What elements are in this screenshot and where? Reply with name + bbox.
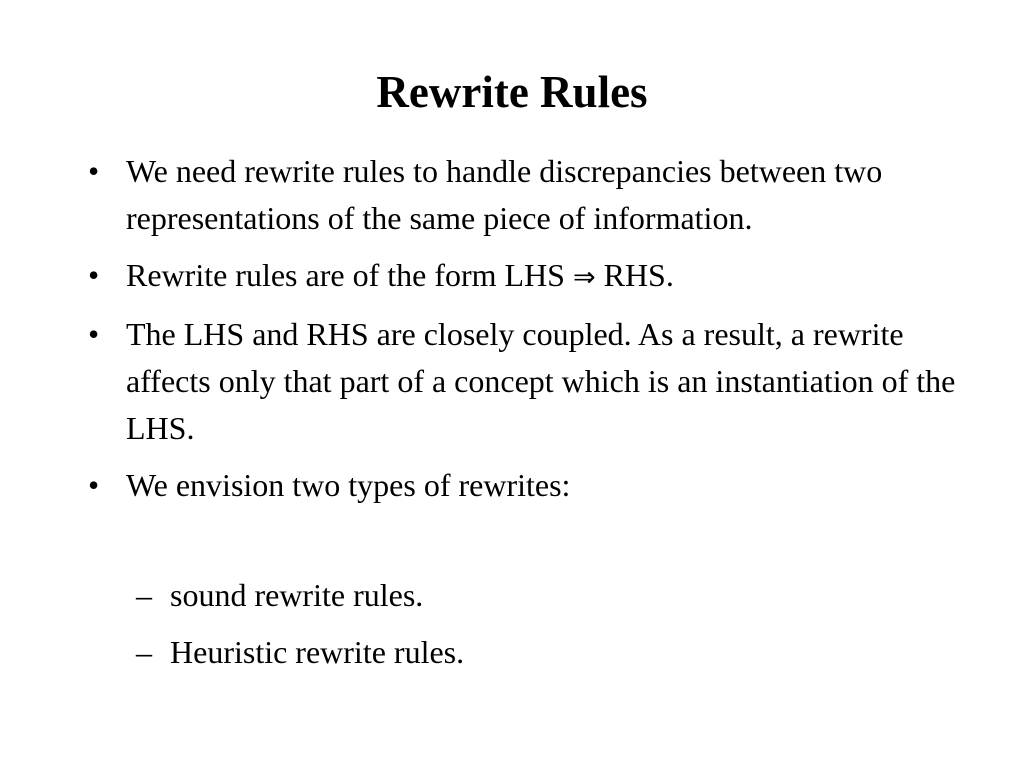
sub-bullet-text: Heuristic rewrite rules.	[170, 634, 465, 670]
bullet-text: The LHS and RHS are closely coupled. As a result, a rewrite affects only that part of a concept which is an instantiation of the LHS.	[126, 316, 956, 446]
sub-bullet-text: sound rewrite rules.	[170, 577, 424, 613]
implies-arrow-icon: ⇒	[572, 262, 596, 293]
sub-bullet-item	[88, 629, 988, 676]
bullet-marker: •	[88, 257, 100, 293]
bullet-item	[88, 252, 988, 301]
bullet-item	[88, 148, 988, 242]
bullet-text: We need rewrite rules to handle discrepancies between two representations of the same piece of information.	[126, 153, 883, 236]
sub-bullet-item	[88, 572, 988, 619]
bullet-text: We envision two types of rewrites:	[126, 467, 571, 503]
bullet-item	[88, 311, 988, 452]
slide-title: Rewrite Rules	[376, 67, 648, 117]
sub-bullet-marker: –	[136, 577, 152, 613]
bullet-marker: •	[88, 316, 100, 352]
bullet-text-before-arrow: Rewrite rules are of the form LHS	[126, 257, 573, 293]
bullet-marker: •	[88, 467, 100, 503]
bullet-marker: •	[88, 153, 100, 189]
bullet-text-after-arrow: RHS.	[595, 257, 674, 293]
bullet-list	[88, 148, 988, 519]
sub-bullet-list	[88, 572, 988, 686]
sub-bullet-marker: –	[136, 634, 152, 670]
bullet-item	[88, 462, 988, 509]
